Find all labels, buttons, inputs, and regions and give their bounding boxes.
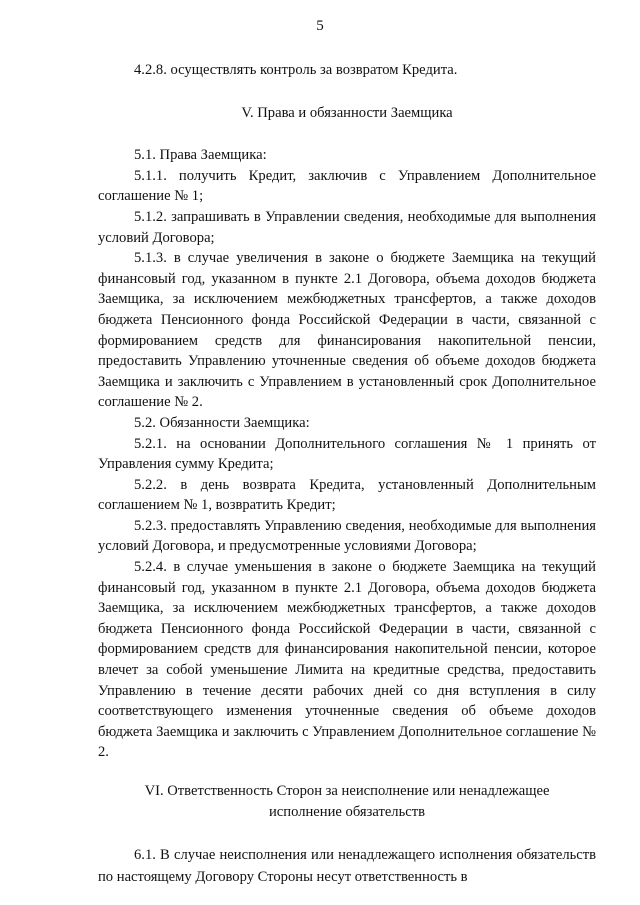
paragraph-5-2-3: 5.2.3. предоставлять Управлению сведения, необходимые для выполнения условий Договора, и предусмотренные условиями Договора; bbox=[98, 517, 596, 555]
section-heading-6-line-2: исполнение обязательств bbox=[269, 803, 425, 820]
paragraph-6-1: 6.1. В случае неисполнения или ненадлежащего исполнения обязательств по настоящему Договору Стороны несут ответственность в bbox=[98, 847, 596, 886]
paragraph-5-1-2: 5.1.2. запрашивать в Управлении сведения, необходимые для выполнения условий Договора; bbox=[98, 208, 596, 246]
paragraph-5-2-2: 5.2.2. в день возврата Кредита, установленный Дополнительным соглашением № 1, возвратить Кредит; bbox=[98, 476, 596, 514]
paragraph-5-2: 5.2. Обязанности Заемщика: bbox=[134, 414, 310, 431]
paragraph-5-1-1: 5.1.1. получить Кредит, заключив с Управлением Дополнительное соглашение № 1; bbox=[98, 167, 596, 205]
section-heading-6-line-1: VI. Ответственность Сторон за неисполнение или ненадлежащее bbox=[144, 783, 550, 799]
paragraph-5-1: 5.1. Права Заемщика: bbox=[134, 147, 267, 164]
section-heading-5: V. Права и обязанности Заемщика bbox=[241, 104, 453, 121]
paragraph-5-2-1: 5.2.1. на основании Дополнительного соглашения № 1 принять от Управления сумму Кредита; bbox=[98, 435, 596, 473]
document-body bbox=[98, 60, 596, 888]
paragraph-5-2-4: 5.2.4. в случае уменьшения в законе о бюджете Заемщика на текущий финансовый год, указанном в пункте 2.1 Договора, объема доходов бюджета Заемщика, за исключением межбюджетных трансфертов, а также доходов бюджета Пенсионного фонда Российской Федерации в части, связанной с формированием средств для финансирования накопительной пенсии, которое влечет за собой уменьшение Лимита на кредитные средства, предоставить Управлению в течение десяти рабочих дней со дня вступления в силу соответствующего изменения уточненные сведения об объеме доходов бюджета Заемщика и заключить с Управлением Дополнительное соглашение № 2. bbox=[98, 559, 596, 761]
paragraph-4-2-8: 4.2.8. осуществлять контроль за возвратом Кредита. bbox=[134, 62, 458, 78]
page-number: 5 bbox=[316, 18, 324, 34]
paragraph-5-1-3: 5.1.3. в случае увеличения в законе о бюджете Заемщика на текущий финансовый год, указанном в пункте 2.1 Договора, объема доходов бюджета Заемщика, за исключением межбюджетных трансфертов, а также доходов бюджета Пенсионного фонда Российской Федерации в части, связанной с формированием средств для финансирования накопительной пенсии, предоставить Управлению уточненные сведения об объеме доходов бюджета Заемщика и заключить с Управлением в установленный срок Дополнительное соглашение № 2. bbox=[98, 250, 596, 411]
